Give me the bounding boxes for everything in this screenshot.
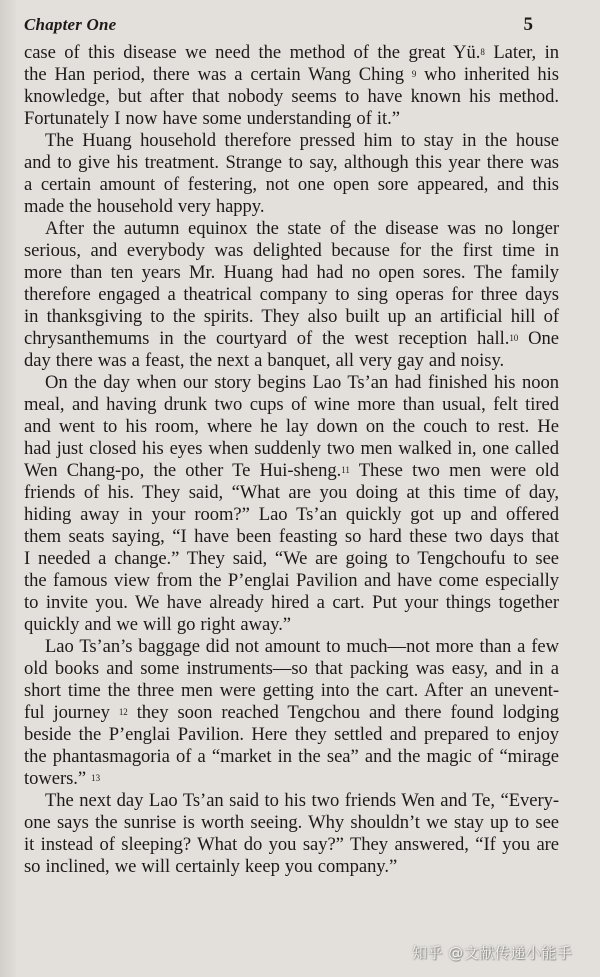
text-line: short time the three men were getting into the cart. After an unevent-: [24, 680, 559, 701]
text-line: a certain amount of festering, not one open sore appeared, and this: [24, 174, 559, 195]
text-line: The Huang household therefore pressed him to stay in the house: [45, 130, 559, 151]
text-line: the famous view from the P’englai Pavilion and have come especially: [24, 570, 559, 591]
footnote-marker: 13: [91, 773, 101, 783]
text-line: chrysanthemums in the courtyard of the west reception hall.$^{10}$ One: [24, 328, 559, 349]
text-line: in thanksgiving to the spirits. They also built up an artificial hill of: [24, 306, 559, 327]
page-gutter-shadow: [0, 0, 16, 977]
text-line: I needed a change.” They said, “We are going to Tengchoufu to see: [24, 548, 559, 569]
text-line: Fortunately I now have some understanding of it.”: [24, 108, 400, 129]
text-line: it instead of sleeping? What do you say?” They answered, “If you are: [24, 834, 559, 855]
page-number: 5: [523, 14, 533, 35]
text-line: day there was a feast, the next a banquet, all very gay and noisy.: [24, 350, 505, 371]
paragraph: [24, 42, 559, 130]
text-line: so inclined, we will certainly keep you company.”: [24, 856, 398, 877]
text-line: hiding away in your room?” Lao Ts’an quickly got up and offered: [24, 504, 559, 525]
text-line: meal, and having drunk two cups of wine more than usual, felt tired: [24, 394, 559, 415]
paragraph: [24, 372, 559, 636]
book-page: [24, 14, 559, 878]
paragraph: [24, 130, 559, 218]
text-line: old books and some instruments—so that packing was easy, and in a: [24, 658, 559, 679]
text-line: therefore engaged a theatrical company to sing operas for three days: [24, 284, 559, 305]
paragraph: [24, 218, 559, 372]
body-text: [24, 42, 559, 878]
text-line: case of this disease we need the method of the great Yü.$^8$ Later, in: [24, 42, 559, 63]
footnote-marker: 12: [118, 707, 128, 717]
running-head: [24, 14, 559, 40]
text-line: Lao Ts’an’s baggage did not amount to much—not more than a few: [45, 636, 559, 657]
text-line: more than ten years Mr. Huang had had no open sores. The family: [24, 262, 559, 283]
text-line: one says the sunrise is worth seeing. Why shouldn’t we stay up to see: [24, 812, 559, 833]
watermark: 知乎 @文献传递小能手: [412, 944, 573, 962]
text-line: the phantasmagoria of a “market in the sea” and the magic of “mirage: [24, 746, 559, 767]
paragraph: [24, 790, 559, 878]
paragraph: [24, 636, 559, 790]
text-line: them seats saying, “I have been feasting so hard these two days that: [24, 526, 559, 547]
text-line: knowledge, but after that nobody seems to have known his method.: [24, 86, 559, 107]
footnote-marker: 11: [341, 465, 350, 475]
text-line: The next day Lao Ts’an said to his two friends Wen and Te, “Every-: [45, 790, 559, 811]
text-line: On the day when our story begins Lao Ts’an had finished his noon: [45, 372, 559, 393]
text-line: ful journey $^{12}$ they soon reached Tengchou and there found lodging: [24, 702, 559, 723]
text-line: friends of his. They said, “What are you doing at this time of day,: [24, 482, 559, 503]
text-line: had just closed his eyes when suddenly two men walked in, one called: [24, 438, 559, 459]
footnote-marker: 9: [411, 69, 417, 79]
text-line: and to give his treatment. Strange to say, although this year there was: [24, 152, 559, 173]
footnote-marker: 10: [509, 333, 519, 343]
text-line: quickly and we will go right away.”: [24, 614, 292, 635]
text-line: and went to his room, where he lay down on the couch to rest. He: [24, 416, 559, 437]
text-line: to invite you. We have already hired a cart. Put your things together: [24, 592, 559, 613]
text-line: After the autumn equinox the state of the disease was no longer: [45, 218, 559, 239]
chapter-title: Chapter One: [24, 15, 117, 34]
text-line: beside the P’englai Pavilion. Here they settled and prepared to enjoy: [24, 724, 559, 745]
footnote-marker: 8: [480, 47, 485, 57]
text-line: towers.” $^{13}$: [24, 768, 101, 789]
text-line: serious, and everybody was delighted because for the first time in: [24, 240, 559, 261]
text-line: made the household very happy.: [24, 196, 265, 217]
text-line: the Han period, there was a certain Wang Ching $^9$ who inherited his: [24, 64, 559, 85]
text-line: Wen Chang-po, the other Te Hui-sheng.$^{11}$ These two men were old: [24, 460, 559, 481]
